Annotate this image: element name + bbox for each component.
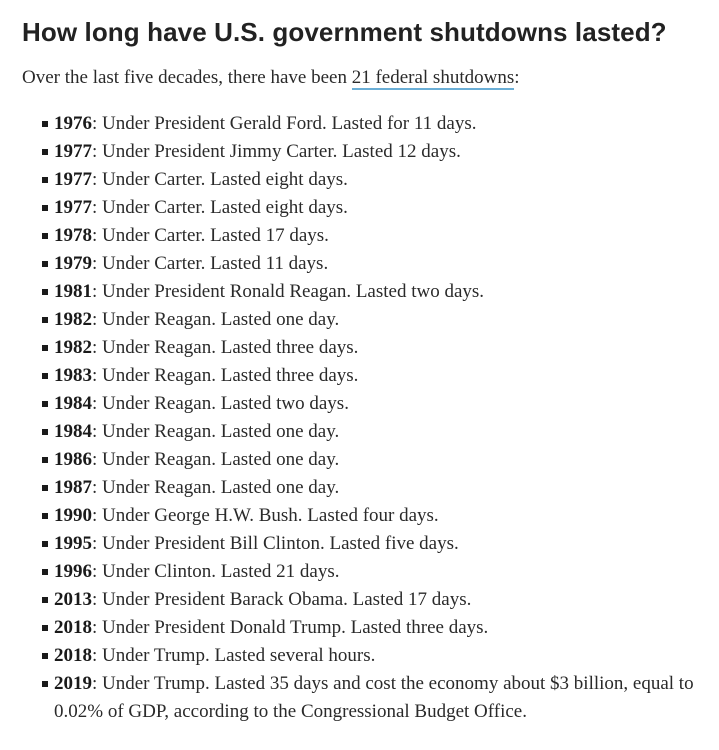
shutdown-description: : Under Reagan. Lasted three days. (92, 365, 359, 386)
list-item (22, 642, 702, 670)
list-item (22, 110, 702, 138)
shutdown-description: : Under President Barack Obama. Lasted 17 days. (92, 589, 472, 610)
square-bullet-icon (42, 149, 48, 155)
square-bullet-icon (42, 121, 48, 127)
square-bullet-icon (42, 597, 48, 603)
square-bullet-icon (42, 177, 48, 183)
article-title: How long have U.S. government shutdowns lasted? (22, 17, 667, 47)
square-bullet-icon (42, 317, 48, 323)
shutdown-year: 1987 (54, 477, 92, 498)
shutdown-year: 1982 (54, 309, 92, 330)
square-bullet-icon (42, 457, 48, 463)
shutdown-year: 1984 (54, 421, 92, 442)
shutdown-year: 1977 (54, 169, 92, 190)
shutdown-list (22, 110, 702, 726)
shutdown-description: : Under President Bill Clinton. Lasted five days. (92, 533, 459, 554)
shutdown-year: 1977 (54, 141, 92, 162)
square-bullet-icon (42, 569, 48, 575)
list-item (22, 138, 702, 166)
shutdown-year: 2013 (54, 589, 92, 610)
square-bullet-icon (42, 373, 48, 379)
list-item (22, 278, 702, 306)
list-item (22, 418, 702, 446)
shutdown-description: : Under President Donald Trump. Lasted three days. (92, 617, 489, 638)
list-item (22, 306, 702, 334)
shutdown-year: 1981 (54, 281, 92, 302)
shutdown-description: : Under Reagan. Lasted three days. (92, 337, 359, 358)
square-bullet-icon (42, 205, 48, 211)
article (22, 14, 702, 726)
list-item (22, 558, 702, 586)
shutdown-description: : Under Reagan. Lasted two days. (92, 393, 349, 414)
square-bullet-icon (42, 289, 48, 295)
square-bullet-icon (42, 513, 48, 519)
shutdown-description: : Under Reagan. Lasted one day. (92, 309, 340, 330)
list-item (22, 502, 702, 530)
shutdown-description: : Under Carter. Lasted 11 days. (92, 253, 329, 274)
shutdown-description: : Under Clinton. Lasted 21 days. (92, 561, 340, 582)
square-bullet-icon (42, 429, 48, 435)
list-item (22, 670, 702, 726)
intro-text: Over the last five decades, there have been (22, 67, 352, 88)
shutdown-year: 1986 (54, 449, 92, 470)
square-bullet-icon (42, 681, 48, 687)
shutdown-description: : Under Reagan. Lasted one day. (92, 449, 340, 470)
list-item (22, 530, 702, 558)
square-bullet-icon (42, 233, 48, 239)
shutdown-year: 1977 (54, 197, 92, 218)
list-item (22, 614, 702, 642)
shutdown-year: 2018 (54, 617, 92, 638)
list-item (22, 362, 702, 390)
shutdown-year: 2019 (54, 673, 92, 694)
shutdown-year: 1978 (54, 225, 92, 246)
shutdown-year: 1982 (54, 337, 92, 358)
shutdown-description: : Under Reagan. Lasted one day. (92, 477, 340, 498)
shutdown-year: 1979 (54, 253, 92, 274)
square-bullet-icon (42, 261, 48, 267)
shutdown-description: : Under Carter. Lasted eight days. (92, 169, 348, 190)
shutdown-year: 1995 (54, 533, 92, 554)
square-bullet-icon (42, 541, 48, 547)
list-item (22, 250, 702, 278)
shutdown-description: : Under Trump. Lasted several hours. (92, 645, 376, 666)
intro-paragraph (22, 64, 702, 92)
shutdown-description: : Under Reagan. Lasted one day. (92, 421, 340, 442)
square-bullet-icon (42, 625, 48, 631)
federal-shutdowns-link[interactable]: 21 federal shutdowns (351, 67, 515, 88)
shutdown-year: 1983 (54, 365, 92, 386)
shutdown-year: 1996 (54, 561, 92, 582)
shutdown-description: : Under Carter. Lasted eight days. (92, 197, 348, 218)
shutdown-description: : Under George H.W. Bush. Lasted four days. (92, 505, 439, 526)
shutdown-year: 1990 (54, 505, 92, 526)
shutdown-year: 1976 (54, 113, 92, 134)
list-item (22, 586, 702, 614)
shutdown-year: 1984 (54, 393, 92, 414)
square-bullet-icon (42, 401, 48, 407)
list-item (22, 194, 702, 222)
square-bullet-icon (42, 345, 48, 351)
list-item (22, 474, 702, 502)
list-item (22, 334, 702, 362)
list-item (22, 390, 702, 418)
shutdown-description: : Under President Gerald Ford. Lasted for 11 days. (92, 113, 477, 134)
square-bullet-icon (42, 653, 48, 659)
list-item (22, 166, 702, 194)
list-item (22, 446, 702, 474)
square-bullet-icon (42, 485, 48, 491)
shutdown-description: : Under Carter. Lasted 17 days. (92, 225, 329, 246)
shutdown-description: : Under Trump. Lasted 35 days and cost the economy about $3 billion, equal to 0.02% of GDP, according to the Congressional Budget Office. (54, 673, 694, 722)
shutdown-year: 2018 (54, 645, 92, 666)
list-item (22, 222, 702, 250)
shutdown-description: : Under President Jimmy Carter. Lasted 12 days. (92, 141, 461, 162)
shutdown-description: : Under President Ronald Reagan. Lasted two days. (92, 281, 485, 302)
intro-colon: : (514, 67, 520, 88)
